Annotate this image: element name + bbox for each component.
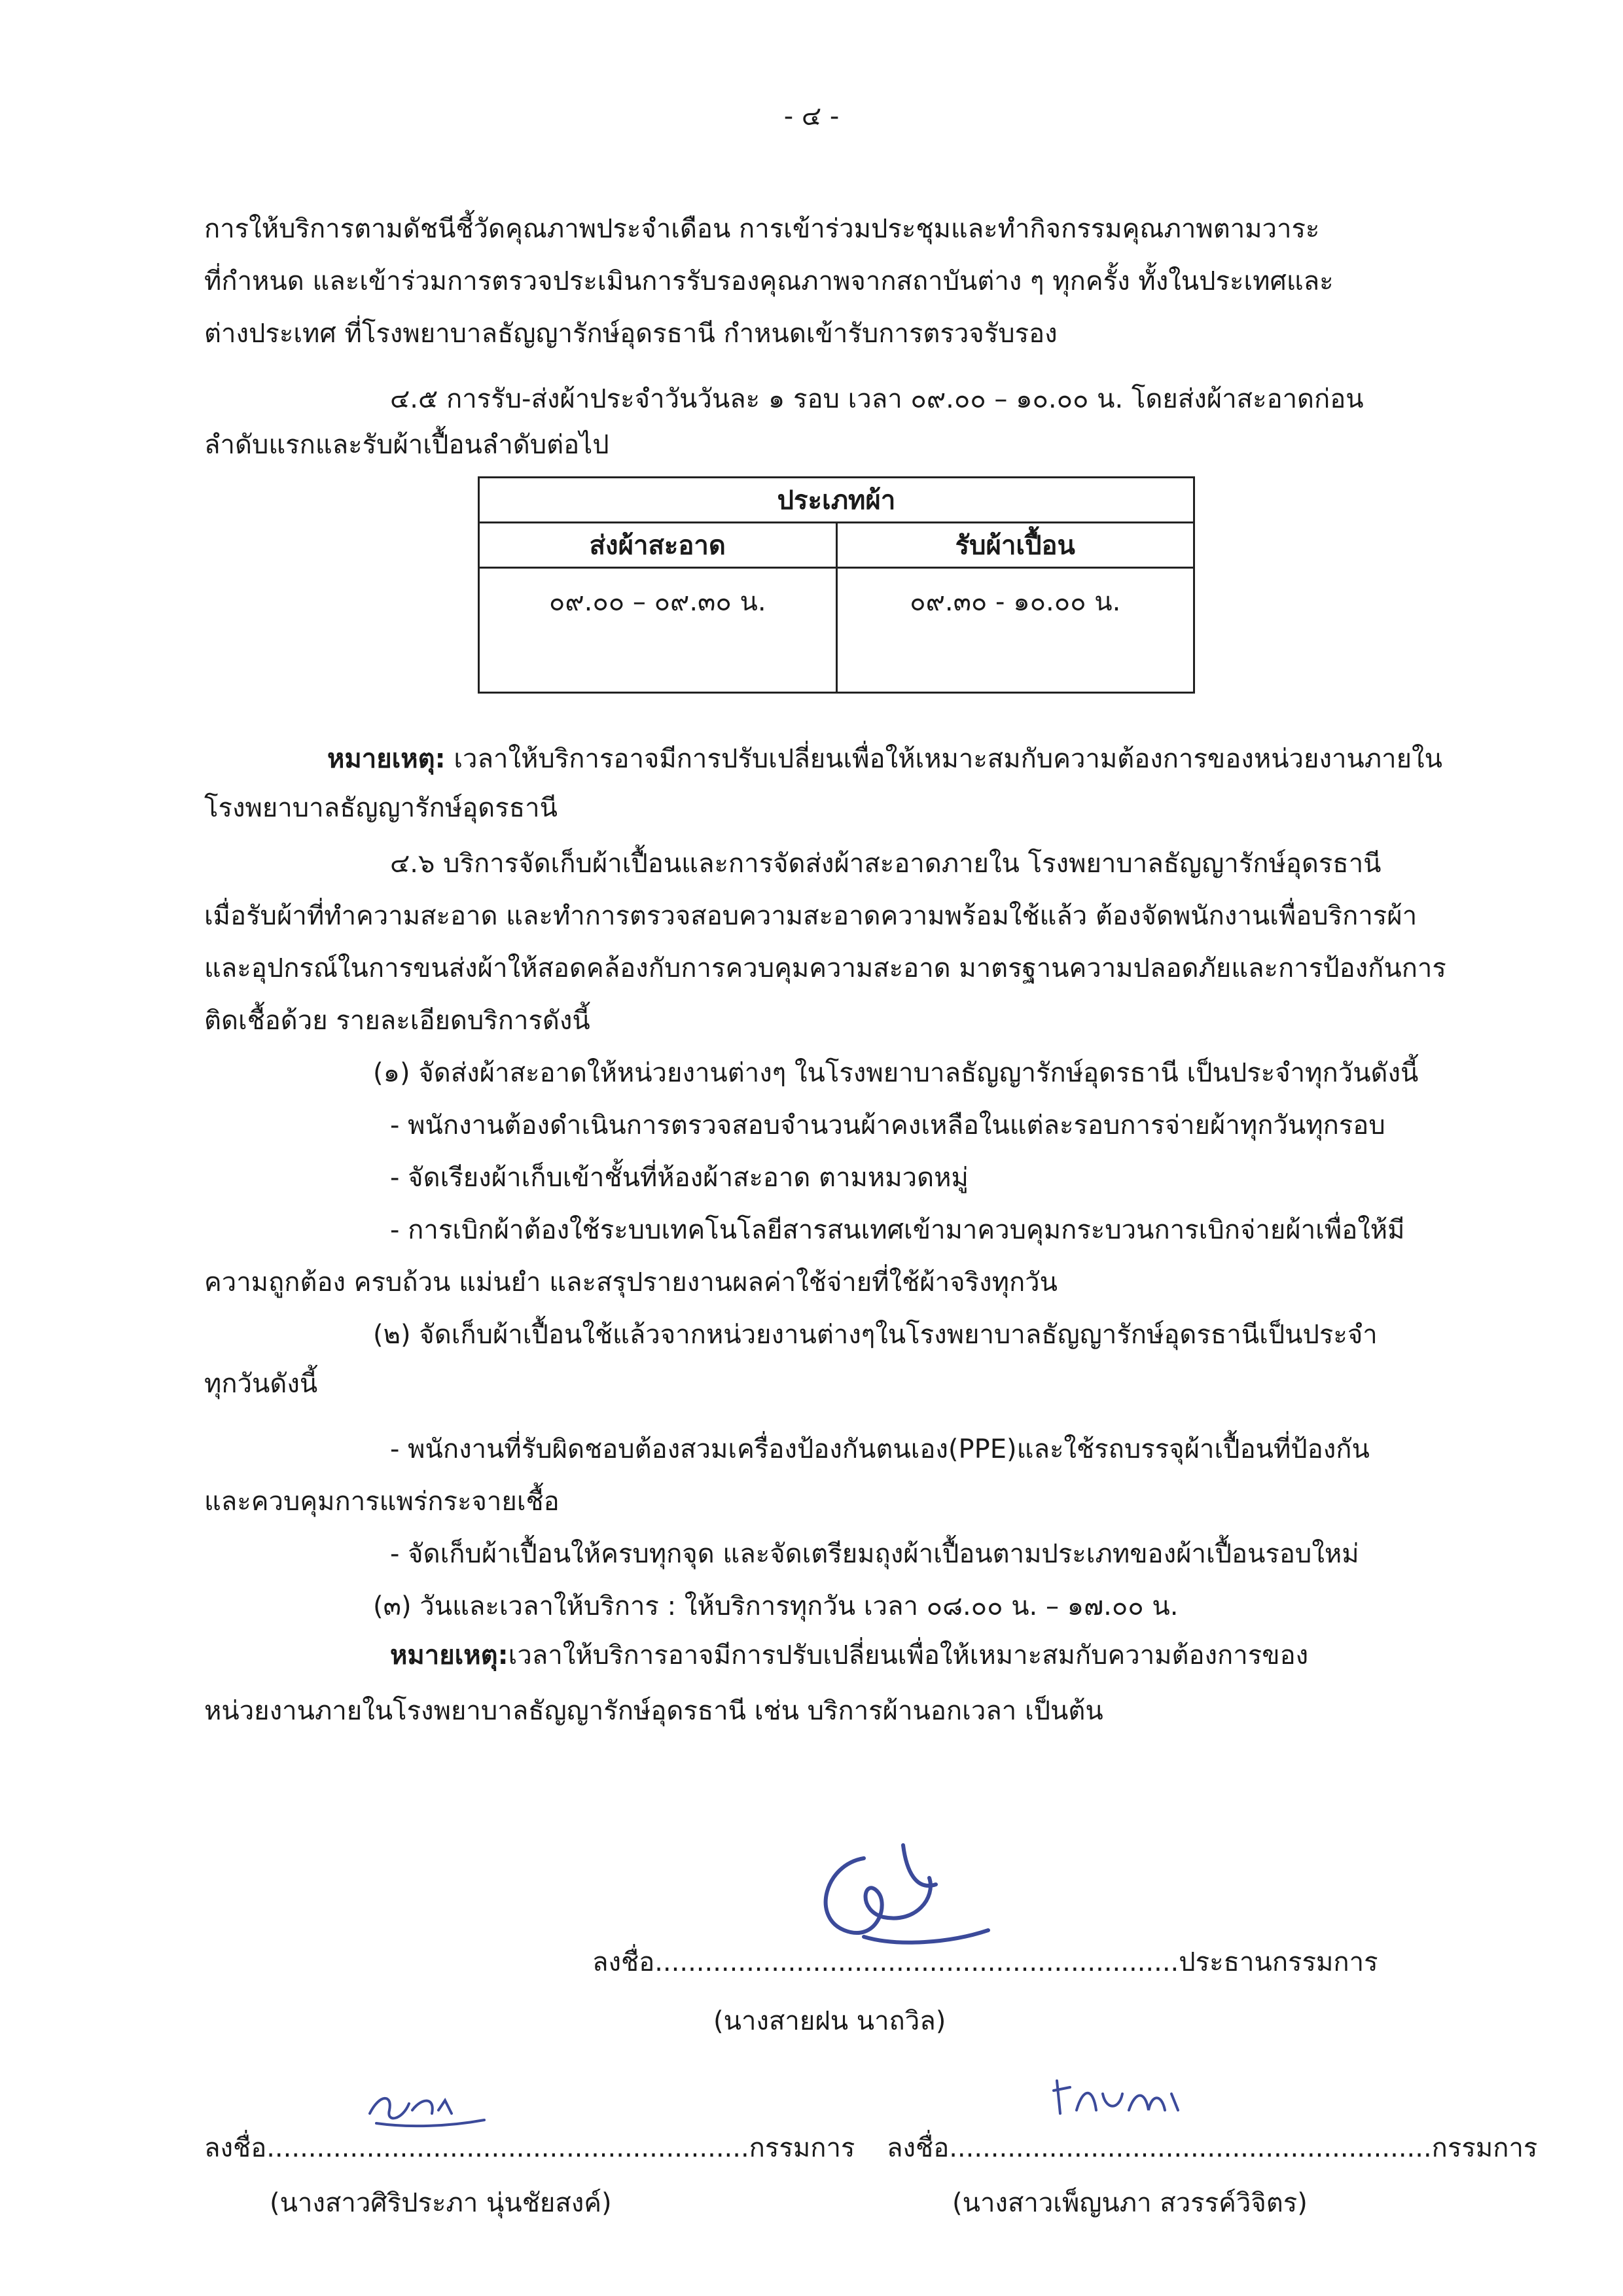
list-item: ความถูกต้อง ครบถ้วน แม่นยำ และสรุปรายงานผลค่าใช้จ่ายที่ใช้ผ้าจริงทุกวัน (204, 1267, 1058, 1298)
table-cell-clean-time: ๐๙.๐๐ – ๐๙.๓๐ น. (479, 568, 837, 693)
list-item: (๒) จัดเก็บผ้าเปื้อนใช้แล้วจากหน่วยงานต่างๆในโรงพยาบาลธัญญารักษ์อุดรธานีเป็นประจำ (373, 1320, 1378, 1350)
table-col-clean: ส่งผ้าสะอาด (479, 523, 837, 568)
note-label: หมายเหตุ: (390, 1640, 508, 1670)
list-item: - พนักงานที่รับผิดชอบต้องสวมเครื่องป้องกันตนเอง(PPE)และใช้รถบรรจุผ้าเปื้อนที่ป้องกัน (390, 1434, 1370, 1464)
list-item: และควบคุมการแพร่กระจายเชื้อ (204, 1487, 560, 1517)
member2-name: (นางสาวเพ็ญนภา สวรรค์วิจิตร) (952, 2188, 1308, 2218)
list-item: - พนักงานต้องดำเนินการตรวจสอบจำนวนผ้าคงเหลือในแต่ละรอบการจ่ายผ้าทุกวันทุกรอบ (390, 1110, 1385, 1140)
paragraph-line: การให้บริการตามดัชนีชี้วัดคุณภาพประจำเดือน การเข้าร่วมประชุมและทำกิจกรรมคุณภาพตามวาระ (204, 214, 1320, 244)
chair-name: (นางสายฝน นาถวิล) (713, 2006, 946, 2036)
section-4-6-line: เมื่อรับผ้าที่ทำความสะอาด และทำการตรวจสอบความสะอาดความพร้อมใช้แล้ว ต้องจัดพนักงานเพื่อบริการผ้า (204, 901, 1418, 931)
chair-signature-line: ลงชื่อ...............................................................ประธานกรรมการ (592, 1947, 1378, 1977)
note-line (327, 739, 1442, 779)
list-item: - จัดเก็บผ้าเปื้อนให้ครบทุกจุด และจัดเตรียมถุงผ้าเปื้อนตามประเภทของผ้าเปื้อนรอบใหม่ (390, 1539, 1359, 1569)
section-4-5-line: ๔.๕ การรับ-ส่งผ้าประจำวันวันละ ๑ รอบ เวลา ๐๙.๐๐ – ๑๐.๐๐ น. โดยส่งผ้าสะอาดก่อน (390, 384, 1364, 414)
list-item: (๓) วันและเวลาให้บริการ : ให้บริการทุกวัน เวลา ๐๘.๐๐ น. – ๑๗.๐๐ น. (373, 1591, 1179, 1621)
list-item: (๑) จัดส่งผ้าสะอาดให้หน่วยงานต่างๆ ในโรงพยาบาลธัญญารักษ์อุดรธานี เป็นประจำทุกวันดังนี้ (373, 1058, 1419, 1088)
table-cell-soiled-time: ๐๙.๓๐ - ๑๐.๐๐ น. (836, 568, 1194, 693)
note-label: หมายเหตุ: (327, 744, 446, 774)
page-number: - ๔ - (783, 101, 840, 132)
table-title: ประเภทผ้า (479, 478, 1194, 523)
note-line (390, 1636, 1308, 1675)
table-col-soiled: รับผ้าเปื้อน (836, 523, 1194, 568)
list-item: ทุกวันดังนี้ (204, 1369, 318, 1399)
member2-signature-image (1047, 2068, 1204, 2127)
member2-signature-line: ลงชื่อ..........................................................กรรมการ (887, 2133, 1538, 2163)
section-4-6-line: และอุปกรณ์ในการขนส่งผ้าให้สอดคล้องกับการควบคุมความสะอาด มาตรฐานความปลอดภัยและการป้องกันการ (204, 953, 1446, 983)
paragraph-line: ที่กำหนด และเข้าร่วมการตรวจประเมินการรับรองคุณภาพจากสถาบันต่าง ๆ ทุกครั้ง ทั้งในประเทศและ (204, 266, 1334, 296)
section-4-6-line: ติดเชื้อด้วย รายละเอียดบริการดังนี้ (204, 1006, 590, 1036)
member1-name: (นางสาวศิริประภา นุ่นชัยสงค์) (270, 2188, 612, 2218)
list-item: - จัดเรียงผ้าเก็บเข้าชั้นที่ห้องผ้าสะอาด ตามหมวดหมู่ (390, 1163, 969, 1193)
section-4-5-line: ลำดับแรกและรับผ้าเปื้อนลำดับต่อไป (204, 430, 609, 460)
list-item: - การเบิกผ้าต้องใช้ระบบเทคโนโลยีสารสนเทศเข้ามาควบคุมกระบวนการเบิกจ่ายผ้าเพื่อให้มี (390, 1215, 1405, 1245)
fabric-schedule-table (478, 476, 1195, 694)
note-line: หน่วยงานภายในโรงพยาบาลธัญญารักษ์อุดรธานี เช่น บริการผ้านอกเวลา เป็นต้น (204, 1696, 1103, 1726)
note-text: เวลาให้บริการอาจมีการปรับเปลี่ยนเพื่อให้เหมาะสมกับความต้องการของ (508, 1640, 1309, 1670)
member1-signature-image (363, 2081, 494, 2133)
paragraph-line: ต่างประเทศ ที่โรงพยาบาลธัญญารักษ์อุดรธานี กำหนดเข้ารับการตรวจรับรอง (204, 319, 1058, 349)
note-text: เวลาให้บริการอาจมีการปรับเปลี่ยนเพื่อให้เหมาะสมกับความต้องการของหน่วยงานภายใน (445, 744, 1442, 774)
member1-signature-line: ลงชื่อ..........................................................กรรมการ (204, 2133, 855, 2163)
section-4-6-line: ๔.๖ บริการจัดเก็บผ้าเปื้อนและการจัดส่งผ้าสะอาดภายใน โรงพยาบาลธัญญารักษ์อุดรธานี (390, 849, 1382, 879)
note-line: โรงพยาบาลธัญญารักษ์อุดรธานี (204, 793, 558, 823)
